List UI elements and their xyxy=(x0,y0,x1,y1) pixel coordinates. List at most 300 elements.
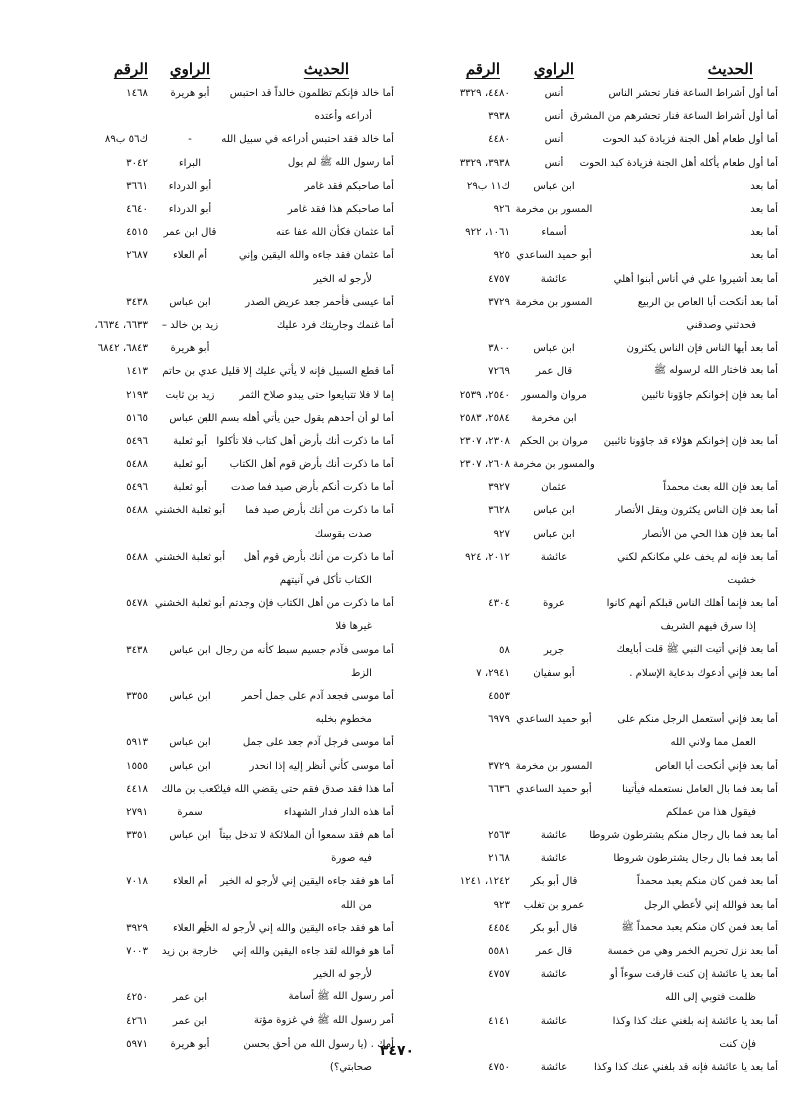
narrator: زيد بن خالد – xyxy=(161,319,219,331)
index-row xyxy=(66,430,394,453)
hadith-number: ٢١٩٣ xyxy=(126,389,148,401)
index-row xyxy=(66,986,394,1009)
hadith-text: أمر رسول الله ﷺ في غزوة مؤتة xyxy=(253,1014,394,1026)
hadith-text: أما بعد يا عائشة إنه بلغني عنك كذا وكذا xyxy=(612,1015,778,1027)
index-row xyxy=(400,754,778,777)
hadith-text: أما هم فقد سمعوا أن الملائكة لا تدخل بيتاً xyxy=(219,830,394,842)
hadith-number: ٩٢٦ xyxy=(493,204,510,216)
narrator: سمرة xyxy=(177,806,203,818)
hadith-text: الكتاب تأكل في آنيتهم xyxy=(279,575,372,587)
hadith-text: غيرها فلا xyxy=(335,621,372,633)
index-row xyxy=(400,221,778,244)
narrator: أبو هريرة xyxy=(170,1038,210,1050)
hadith-number: ك٥٦ ب٨٩ xyxy=(104,134,148,146)
hadith-text: أما بعد فإن الناس يكثرون ويقل الأنصار xyxy=(615,505,778,517)
hadith-text: أما بعد فإني أدعوك بدعاية الإسلام . xyxy=(629,667,778,679)
narrator: عائشة xyxy=(540,1015,568,1027)
index-row xyxy=(400,685,778,708)
narrator: أنس xyxy=(544,157,564,169)
hadith-text: أما هذا فقد صدق فقم حتى يقضي الله فيك xyxy=(214,783,394,795)
narrator: عائشة xyxy=(540,1061,568,1073)
index-row xyxy=(400,105,778,128)
hadith-text: أما بعد فإن الله بعث محمداً xyxy=(663,482,778,494)
hadith-number: ٣٤٣٨ xyxy=(126,644,148,656)
narrator: أنس xyxy=(544,88,564,100)
hadith-number: ٣٩٣٨، ٣٣٢٩ xyxy=(459,157,510,169)
narrator: أم العلاء xyxy=(172,922,208,934)
left-header-row xyxy=(66,44,394,78)
hadith-text: أما بعد فما بال رجال منكم يشترطون شروطا xyxy=(589,830,778,842)
index-row xyxy=(66,268,394,291)
hadith-number: ٤٤٨٠ xyxy=(488,134,510,146)
narrator: ابن عباس xyxy=(169,760,211,772)
hadith-number: ٢٦٨٧ xyxy=(126,250,148,262)
index-row xyxy=(400,499,778,522)
narrator: ابن عباس xyxy=(533,180,575,192)
narrator: أبو حميد الساعدي xyxy=(516,783,592,795)
index-row xyxy=(400,1010,778,1033)
hadith-number: ٣٨٠٠ xyxy=(488,343,510,355)
hadith-number: ٥٤٩٦ xyxy=(126,435,148,447)
index-row xyxy=(66,778,394,801)
hadith-number: ٣٦٦١ xyxy=(126,180,148,192)
index-row xyxy=(400,731,778,754)
index-row xyxy=(66,453,394,476)
index-row xyxy=(400,824,778,847)
hadith-number: ٧٢٦٩ xyxy=(488,366,510,378)
hadith-number: ٦٦٣٣، ٦٦٣٤، xyxy=(94,319,148,331)
narrator: أبو ثعلبة الخشني xyxy=(154,505,226,517)
narrator: قال أبو بكر xyxy=(530,922,578,934)
narrator: خارجة بن زيد xyxy=(161,946,219,958)
hadith-number: ٥٤٨٨ xyxy=(126,551,148,563)
hadith-text: أما بعد xyxy=(750,180,778,192)
index-row xyxy=(400,940,778,963)
index-row xyxy=(400,592,778,615)
hadith-number: ٩٢٧ xyxy=(493,528,510,540)
index-row xyxy=(66,731,394,754)
hadith-text: لأرجو له الخير xyxy=(313,969,372,981)
hadith-number: ٥٩٧١ xyxy=(126,1038,148,1050)
hadith-number: ٤٢٥٠ xyxy=(126,992,148,1004)
hadith-text: فيقول هذا من عملكم xyxy=(666,806,756,818)
index-row xyxy=(400,152,778,175)
hadith-text: فحدثني وصدقني xyxy=(686,319,756,331)
narrator: أبو ثعلبة xyxy=(173,435,207,447)
left-index-column xyxy=(66,44,394,1079)
index-row xyxy=(66,383,394,406)
index-row xyxy=(400,407,778,430)
index-row xyxy=(400,662,778,685)
hadith-number: ٣٩٣٨ xyxy=(488,111,510,123)
narrator: أسماء xyxy=(541,227,567,239)
index-row xyxy=(400,917,778,940)
narrator: مروان بن الحكم xyxy=(519,435,589,447)
index-row xyxy=(66,291,394,314)
hadith-header: الحديث xyxy=(707,60,753,78)
narrator: والمسور بن مخرمة xyxy=(513,459,595,471)
index-row xyxy=(66,82,394,105)
hadith-text: أما بعد فاختار الله لرسوله ﷺ xyxy=(653,365,778,377)
index-row xyxy=(66,499,394,522)
hadith-text: أما بعد فإنه لم يخف علي مكانكم لكني xyxy=(617,551,778,563)
narrator: أم العلاء xyxy=(172,876,208,888)
index-row xyxy=(400,175,778,198)
narrator: كعب بن مالك xyxy=(161,783,219,795)
index-row xyxy=(66,801,394,824)
index-row xyxy=(400,82,778,105)
index-row xyxy=(66,1056,394,1079)
narrator: أبو الدرداء xyxy=(168,180,212,192)
hadith-number: ١٢٤٢، ١٢٤١ xyxy=(459,876,510,888)
index-row xyxy=(400,128,778,151)
index-row xyxy=(66,314,394,337)
narrator: - xyxy=(188,134,192,146)
narrator: عدي بن حاتم xyxy=(162,366,218,378)
hadith-number: ٥٤٩٦ xyxy=(126,482,148,494)
narrator: ابن عباس xyxy=(533,505,575,517)
index-row xyxy=(400,383,778,406)
index-row xyxy=(66,523,394,546)
narrator: عائشة xyxy=(540,551,568,563)
hadith-number: ٣٩٢٧ xyxy=(488,482,510,494)
narrator: أبو ثعلبة الخشني xyxy=(154,598,226,610)
hadith-text: أما بعد فمن كان منكم يعبد محمداً xyxy=(636,876,778,888)
hadith-number: ٤٣٠٤ xyxy=(488,598,510,610)
narrator: أبو هريرة xyxy=(170,88,210,100)
hadith-text: أما لو أن أحدهم يقول حين يأتي أهله بسم الله xyxy=(202,412,394,424)
narrator: ابن عباس xyxy=(169,644,211,656)
hadith-number: ٢٠١٢، ٩٢٤ xyxy=(465,551,510,563)
index-row xyxy=(66,128,394,151)
hadith-text: أما هذه الدار فدار الشهداء xyxy=(283,806,394,818)
hadith-number: ٦٨٤٣، ٦٨٤٢ xyxy=(97,343,148,355)
narrator: عائشة xyxy=(540,969,568,981)
narrator: عمرو بن تغلب xyxy=(523,899,585,911)
narrator: ابن عباس xyxy=(533,528,575,540)
page-number: ٣٤٧٠ xyxy=(379,1043,415,1059)
number-header: الرقم xyxy=(465,60,500,78)
index-row xyxy=(400,778,778,801)
index-row xyxy=(400,894,778,917)
hadith-text: أما عثمان فقد جاءه والله اليقين وإني xyxy=(238,250,394,262)
hadith-text: أما ما ذكرت أنكم بأرض صيد فما صدت xyxy=(231,482,394,494)
hadith-text: أما هو فوالله لقد جاءه اليقين والله إني xyxy=(232,946,394,958)
narrator-header: الراوي xyxy=(533,60,575,78)
hadith-text: أما عيسى فأحمر جعد عريض الصدر xyxy=(245,296,394,308)
index-row xyxy=(66,1010,394,1033)
narrator: أم العلاء xyxy=(172,250,208,262)
hadith-number: ٢٦٠٨، ٢٣٠٧ xyxy=(459,459,510,471)
index-row xyxy=(66,847,394,870)
narrator: أبو سفيان xyxy=(533,667,575,679)
hadith-number: ٢٩٤١، ٧ xyxy=(476,667,510,679)
index-row xyxy=(66,198,394,221)
index-row xyxy=(66,824,394,847)
index-row xyxy=(66,615,394,638)
hadith-number: ٦٦٣٦ xyxy=(488,783,510,795)
hadith-text: أما غنمك وجاريتك فرد عليك xyxy=(276,319,394,331)
index-row xyxy=(66,221,394,244)
hadith-text: أما بعد فإني أستعمل الرجل منكم على xyxy=(617,714,778,726)
hadith-number: ٤٥١٥ xyxy=(126,227,148,239)
hadith-number: ٥٥٨١ xyxy=(488,946,510,958)
hadith-number: ٣٠٤٢ xyxy=(126,157,148,169)
hadith-text: أما أول طعام يأكله أهل الجنة فزيادة كبد الحوت xyxy=(579,157,778,169)
hadith-text: أما بعد فإنما أهلك الناس قبلكم أنهم كانوا xyxy=(606,598,778,610)
index-row xyxy=(66,360,394,383)
narrator: أبو هريرة xyxy=(170,343,210,355)
hadith-text: أما موسى كأني أنظر إليه إذا انحدر xyxy=(249,760,394,772)
hadith-text: أما بعد فإن هذا الحي من الأنصار xyxy=(642,528,778,540)
narrator: ابن عمر xyxy=(172,1015,208,1027)
narrator: عثمان xyxy=(541,482,567,494)
right-header-row xyxy=(400,44,778,78)
hadith-number: ٣٧٢٩ xyxy=(488,296,510,308)
hadith-text: العمل مما ولاني الله xyxy=(670,737,756,749)
hadith-number: ٤٤١٨ xyxy=(126,783,148,795)
narrator: عروة xyxy=(543,598,565,610)
narrator: ابن عمر xyxy=(172,992,208,1004)
hadith-text: أما بعد فإني أتيت النبي ﷺ قلت أبايعك xyxy=(616,643,778,655)
hadith-number: ٢٥٤٠، ٢٥٣٩ xyxy=(459,389,510,401)
narrator: أبو ثعلبة xyxy=(173,459,207,471)
index-row xyxy=(66,685,394,708)
narrator: قال ابن عمر xyxy=(163,227,217,239)
hadith-text: أما صاحبكم فقد غامر xyxy=(304,180,394,192)
index-row xyxy=(400,801,778,824)
index-row xyxy=(66,870,394,893)
hadith-number: ٧٠٠٣ xyxy=(126,946,148,958)
hadith-number: ٣٣٥٥ xyxy=(126,690,148,702)
hadith-text: أما هو فقد جاءه اليقين إني لأرجو له الخير xyxy=(219,876,394,888)
narrator: عائشة xyxy=(540,273,568,285)
right-index-column xyxy=(400,44,778,1079)
hadith-text: أما أول طعام أهل الجنة فزيادة كبد الحوت xyxy=(602,134,778,146)
narrator: ابن عباس xyxy=(169,296,211,308)
narrator: قال أبو بكر xyxy=(530,876,578,888)
index-row xyxy=(66,708,394,731)
hadith-text: أما رسول الله ﷺ لم يول xyxy=(287,156,394,168)
index-row xyxy=(400,639,778,662)
index-row xyxy=(400,314,778,337)
narrator: أنس xyxy=(544,111,564,123)
hadith-number: ٥٤٨٨ xyxy=(126,505,148,517)
index-row xyxy=(400,360,778,383)
index-row xyxy=(400,337,778,360)
hadith-text: أما خالد فإنكم تظلمون خالداً قد احتبس xyxy=(229,88,394,100)
narrator: عائشة xyxy=(540,853,568,865)
hadith-header: الحديث xyxy=(303,60,349,78)
hadith-number: ٤٢٦١ xyxy=(126,1015,148,1027)
hadith-text: أما أول أشراط الساعة فنار تحشر الناس xyxy=(608,88,778,100)
hadith-number: ٦٩٧٩ xyxy=(488,714,510,726)
index-row xyxy=(66,105,394,128)
hadith-number: ٣٣٥١ xyxy=(126,830,148,842)
hadith-number: ٥٩١٣ xyxy=(126,737,148,749)
narrator: ابن عباس xyxy=(169,737,211,749)
hadith-text: أما بعد فمن كان منكم يعبد محمداً ﷺ xyxy=(621,921,778,933)
hadith-number: ٩٢٣ xyxy=(493,899,510,911)
index-row xyxy=(66,662,394,685)
hadith-text: أما بعد أيها الناس فإن الناس يكثرون xyxy=(626,343,778,355)
index-row xyxy=(400,244,778,267)
index-row xyxy=(400,198,778,221)
hadith-text: من الله xyxy=(340,899,372,911)
index-row xyxy=(400,615,778,638)
hadith-text: أما ما ذكرت من أنك بأرض صيد فما xyxy=(245,505,394,517)
hadith-text: أما بعد xyxy=(750,250,778,262)
hadith-number: ٢٣٠٨، ٢٣٠٧ xyxy=(459,435,510,447)
hadith-number: ٤٦٤٠ xyxy=(126,204,148,216)
narrator: البراء xyxy=(178,157,202,169)
hadith-number: ١٤٦٨ xyxy=(126,88,148,100)
hadith-text: أما موسى فجعد آدم على جمل أحمر xyxy=(241,690,394,702)
narrator: قال عمر xyxy=(535,946,573,958)
hadith-text: فإن كنت xyxy=(719,1038,756,1050)
hadith-number: ١٤١٣ xyxy=(126,366,148,378)
narrator: المسور بن مخرمة xyxy=(515,760,593,772)
hadith-number: ٤٥٥٣ xyxy=(488,690,510,702)
hadith-number: ٤١٤١ xyxy=(488,1015,510,1027)
index-row xyxy=(66,639,394,662)
hadith-number: ٣٤٣٨ xyxy=(126,296,148,308)
narrator: قال عمر xyxy=(535,366,573,378)
hadith-text: أما بعد فما بال العامل نستعمله فيأتينا xyxy=(621,783,778,795)
hadith-text: أما بعد يا عائشة فإنه قد بلغني عنك كذا وكذا xyxy=(593,1061,778,1073)
index-row xyxy=(400,870,778,893)
hadith-text: أما بعد فإن إخوانكم جاؤونا تائبين xyxy=(641,389,778,401)
narrator: المسور بن مخرمة xyxy=(515,204,593,216)
hadith-text: أما صاحبكم هذا فقد غامر xyxy=(287,204,394,216)
hadith-number: ٧٠١٨ xyxy=(126,876,148,888)
hadith-text: أما موسى فرجل آدم جعد على جمل xyxy=(242,737,394,749)
hadith-text: أما بعد فإني أنكحت أبا العاص xyxy=(655,760,778,772)
hadith-text: صدت بقوسك xyxy=(314,528,372,540)
hadith-text: أما ما ذكرت أنك بأرض قوم أهل الكتاب xyxy=(229,459,394,471)
narrator: ابن عباس xyxy=(169,412,211,424)
hadith-number: ٩٢٥ xyxy=(493,250,510,262)
index-row xyxy=(400,430,778,453)
hadith-text: أما هو فقد جاءه اليقين والله إني لأرجو له الخير xyxy=(197,922,394,934)
hadith-number: ٢١٦٨ xyxy=(488,853,510,865)
index-row xyxy=(400,1056,778,1079)
narrator: جرير xyxy=(543,644,565,656)
hadith-text: أما بعد فوالله إني لأعطي الرجل xyxy=(643,899,778,911)
hadith-number: ك١١ ب٢٩ xyxy=(466,180,510,192)
hadith-number: ٤٧٥٠ xyxy=(488,1061,510,1073)
hadith-text: أما بعد فإن إخوانكم هؤلاء قد جاؤونا تائبين xyxy=(603,435,778,447)
index-row xyxy=(400,546,778,569)
index-row xyxy=(400,847,778,870)
narrator: ابن عباس xyxy=(169,830,211,842)
hadith-text: إذا سرق فيهم الشريف xyxy=(660,621,756,633)
hadith-text: أما خالد فقد احتبس أدراعه في سبيل الله xyxy=(221,134,394,146)
hadith-number: ٥٤٧٨ xyxy=(126,598,148,610)
hadith-text: أما قطع السبيل فإنه لا يأتي عليك إلا قليل xyxy=(221,366,394,378)
right-rows xyxy=(400,82,778,1079)
hadith-text: أما ما ذكرت أنك بأرض أهل كتاب فلا تأكلوا xyxy=(216,435,394,447)
hadith-text: أما بعد فما بال رجال يشترطون شروطا xyxy=(613,853,778,865)
hadith-text: لأرجو له الخير xyxy=(313,273,372,285)
index-row xyxy=(66,592,394,615)
index-row xyxy=(66,407,394,430)
hadith-number: ٤٤٥٤ xyxy=(488,922,510,934)
hadith-text: الزط xyxy=(351,667,372,679)
index-row xyxy=(66,754,394,777)
hadith-text: أمك . (يا رسول الله من أحق بحسن xyxy=(243,1038,394,1050)
index-row xyxy=(66,894,394,917)
index-row xyxy=(66,244,394,267)
hadith-text: أما ما ذكرت من أنك بأرض قوم أهل xyxy=(243,551,394,563)
hadith-number: ١٥٥٥ xyxy=(126,760,148,772)
hadith-text: أما بعد xyxy=(750,204,778,216)
index-row xyxy=(400,569,778,592)
hadith-number: ٢٧٩١ xyxy=(126,806,148,818)
narrator: زيد بن ثابت xyxy=(165,389,215,401)
hadith-number: ٣٧٢٩ xyxy=(488,760,510,772)
narrator: أبو حميد الساعدي xyxy=(516,714,592,726)
narrator: أبو ثعلبة الخشني xyxy=(154,551,226,563)
narrator: أبو ثعلبة xyxy=(173,482,207,494)
narrator: ابن عباس xyxy=(169,690,211,702)
index-row xyxy=(66,546,394,569)
index-row xyxy=(400,453,778,476)
hadith-text: أما بعد أنكحت أبا العاص بن الربيع xyxy=(637,296,778,308)
narrator-header: الراوي xyxy=(169,60,211,78)
hadith-number: ٥١٦٥ xyxy=(126,412,148,424)
hadith-text: ظلمت فتوبي إلى الله xyxy=(665,992,756,1004)
hadith-number: ٣٩٢٩ xyxy=(126,922,148,934)
index-row xyxy=(66,917,394,940)
index-row xyxy=(400,291,778,314)
hadith-text: أما بعد يا عائشة إن كنت قارفت سوءاً أو xyxy=(609,969,778,981)
hadith-text: أما بعد xyxy=(750,227,778,239)
index-row xyxy=(400,986,778,1009)
narrator: عائشة xyxy=(540,830,568,842)
narrator: ابن مخرمة xyxy=(531,412,577,424)
index-row xyxy=(66,337,394,360)
hadith-number: ٤٧٥٧ xyxy=(488,273,510,285)
hadith-number: ٣٦٢٨ xyxy=(488,505,510,517)
hadith-text: صحابتي؟) xyxy=(329,1061,372,1073)
hadith-number: ٢٥٦٣ xyxy=(488,830,510,842)
hadith-number: ٤٤٨٠، ٣٣٢٩ xyxy=(459,88,510,100)
index-row xyxy=(66,175,394,198)
hadith-text: أما بعد نزل تحريم الخمر وهي من خمسة xyxy=(607,946,778,958)
hadith-text: أما ما ذكرت من أهل الكتاب فإن وجدتم xyxy=(228,598,394,610)
index-row xyxy=(400,523,778,546)
narrator: المسور بن مخرمة xyxy=(515,296,593,308)
narrator: مروان والمسور xyxy=(521,389,587,401)
hadith-text: مخطوم بخلبه xyxy=(315,714,372,726)
narrator: أبو حميد الساعدي xyxy=(516,250,592,262)
hadith-number: ٢٥٨٤، ٢٥٨٣ xyxy=(459,412,510,424)
index-row xyxy=(66,152,394,175)
index-row xyxy=(66,963,394,986)
index-row xyxy=(66,569,394,592)
narrator: أنس xyxy=(544,134,564,146)
hadith-number: ١٠٦١، ٩٢٢ xyxy=(465,227,510,239)
hadith-text: أدراعه وأعتده xyxy=(314,111,372,123)
hadith-text: خشيت xyxy=(727,575,756,587)
index-row xyxy=(66,940,394,963)
hadith-text: أما بعد أشيروا علي في أناس أبنوا أهلي xyxy=(613,273,778,285)
index-row xyxy=(400,708,778,731)
index-row xyxy=(400,268,778,291)
hadith-text: أما عثمان فكأن الله عفا عنه xyxy=(275,227,394,239)
hadith-text: إما لا فلا تتبايعوا حتى يبدو صلاح الثمر xyxy=(239,389,394,401)
